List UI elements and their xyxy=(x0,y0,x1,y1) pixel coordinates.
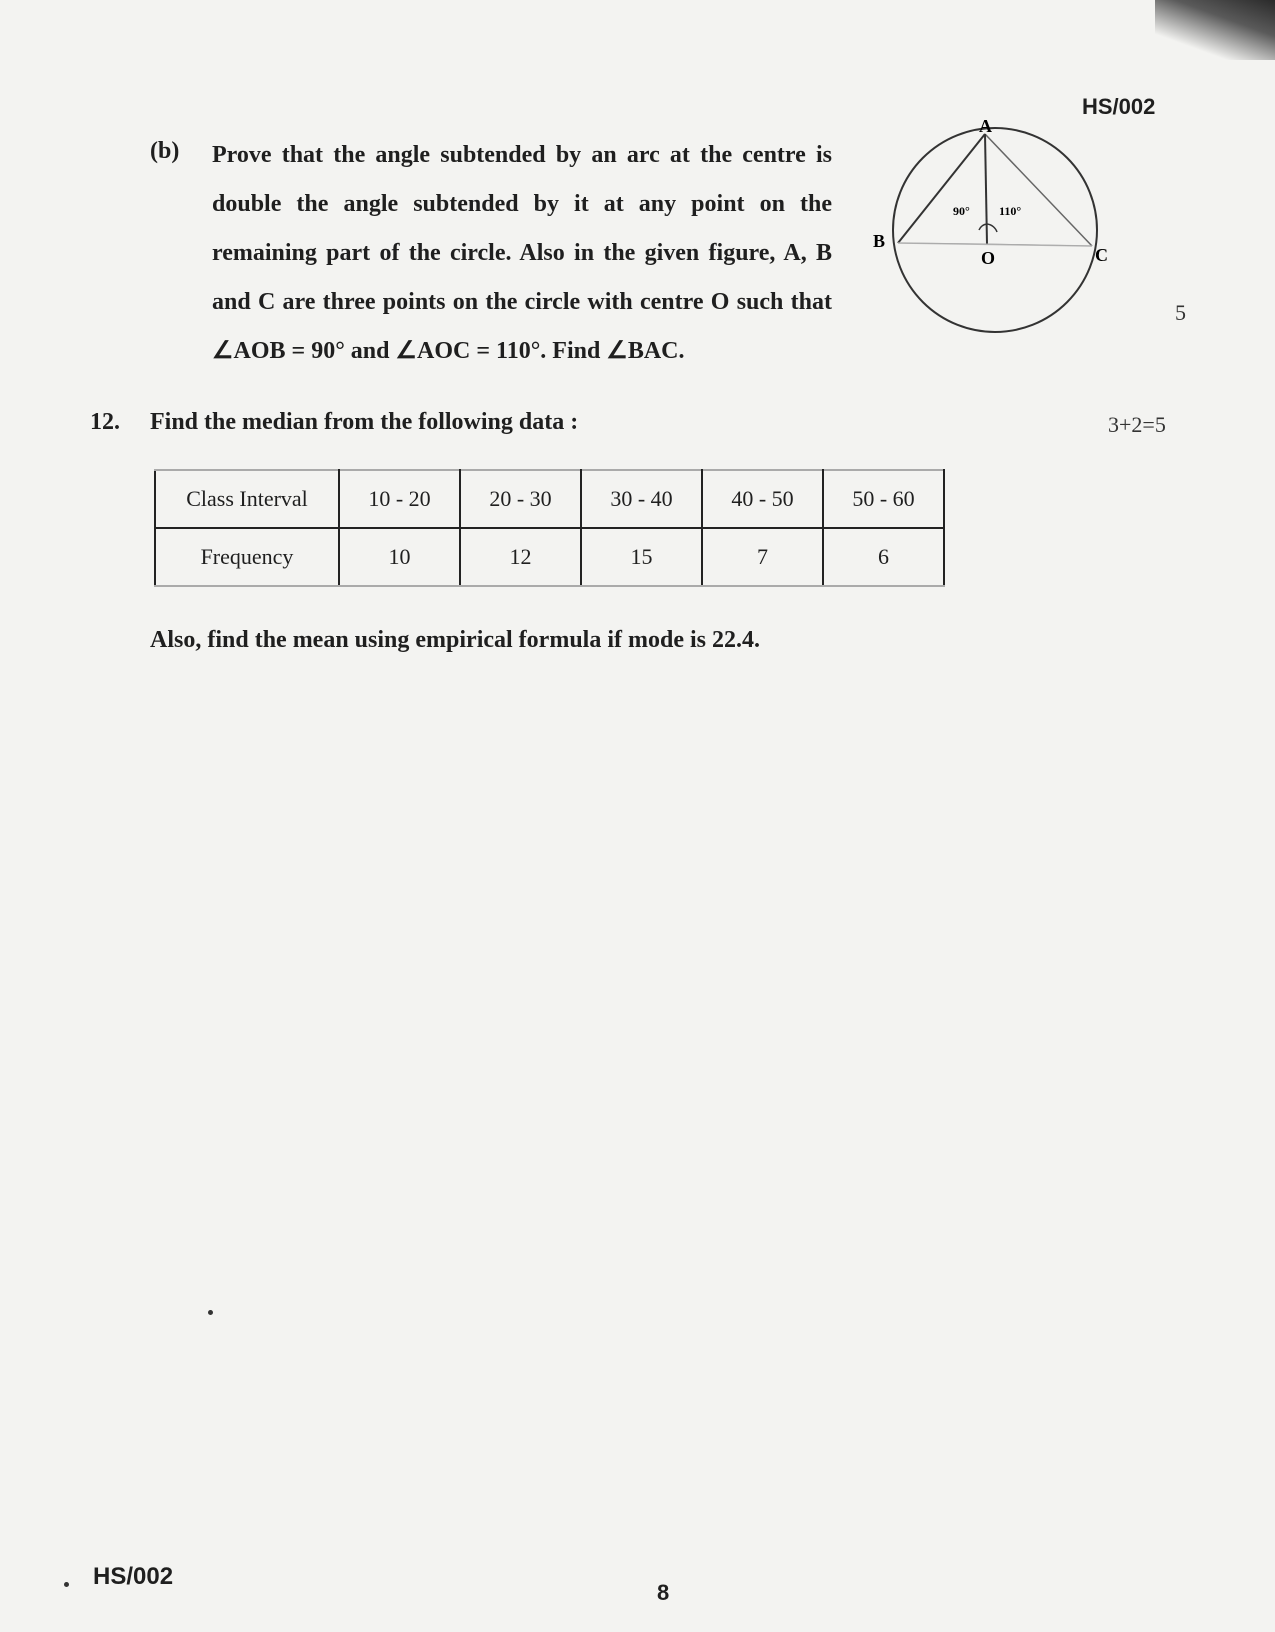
question-12-marks: 3+2=5 xyxy=(1108,412,1166,437)
table-cell: 6 xyxy=(823,528,944,586)
header-paper-code: HS/002 xyxy=(1082,94,1156,119)
chord-ab xyxy=(898,134,985,243)
table-row xyxy=(155,470,944,528)
label-angle-aob: 90° xyxy=(953,204,970,218)
table-row xyxy=(155,528,944,586)
table-cell: 7 xyxy=(702,528,823,586)
circle-figure xyxy=(873,116,1155,328)
question-12-text: Find the median from the following data : xyxy=(150,409,579,435)
question-12-extra-text: Also, find the mean using empirical formula if mode is 22.4. xyxy=(150,627,760,653)
table-cell: 10 xyxy=(339,528,460,586)
label-point-a: A xyxy=(979,116,992,136)
table-cell: 15 xyxy=(581,528,702,586)
question-b-marks: 5 xyxy=(1175,300,1186,325)
table-cell: 20 - 30 xyxy=(460,470,581,528)
page-speck xyxy=(208,1310,213,1315)
chord-ac xyxy=(985,134,1092,246)
table-cell: 40 - 50 xyxy=(702,470,823,528)
question-b-label: (b) xyxy=(150,138,180,164)
page-number: 8 xyxy=(657,1580,670,1605)
radius-oa xyxy=(985,134,987,244)
table-cell: 10 - 20 xyxy=(339,470,460,528)
table-header-frequency: Frequency xyxy=(155,528,339,586)
footer-paper-code: HS/002 xyxy=(93,1563,174,1590)
question-b-text: Prove that the angle subtended by an arc at the centre is double the angle subtended by it at any point on the remaining part of the circle. Also in the given figure, A, B and C are three points on the circle with centre O such that ∠AOB = 90° and ∠AOC = 110°. Find ∠BAC. xyxy=(212,142,832,364)
label-point-b: B xyxy=(873,231,886,251)
page-corner-shadow xyxy=(1155,0,1275,60)
label-angle-aoc: 110° xyxy=(999,204,1022,218)
label-centre-o: O xyxy=(981,248,996,268)
angle-arc-aoc xyxy=(987,224,997,232)
page-speck xyxy=(64,1582,69,1587)
table-cell: 12 xyxy=(460,528,581,586)
question-12-number: 12. xyxy=(90,409,120,435)
table-cell: 50 - 60 xyxy=(823,470,944,528)
table-cell: 30 - 40 xyxy=(581,470,702,528)
table-header-class-interval: Class Interval xyxy=(155,470,339,528)
circle-outline xyxy=(893,128,1097,332)
frequency-table xyxy=(154,469,945,587)
label-point-c: C xyxy=(1095,245,1108,265)
